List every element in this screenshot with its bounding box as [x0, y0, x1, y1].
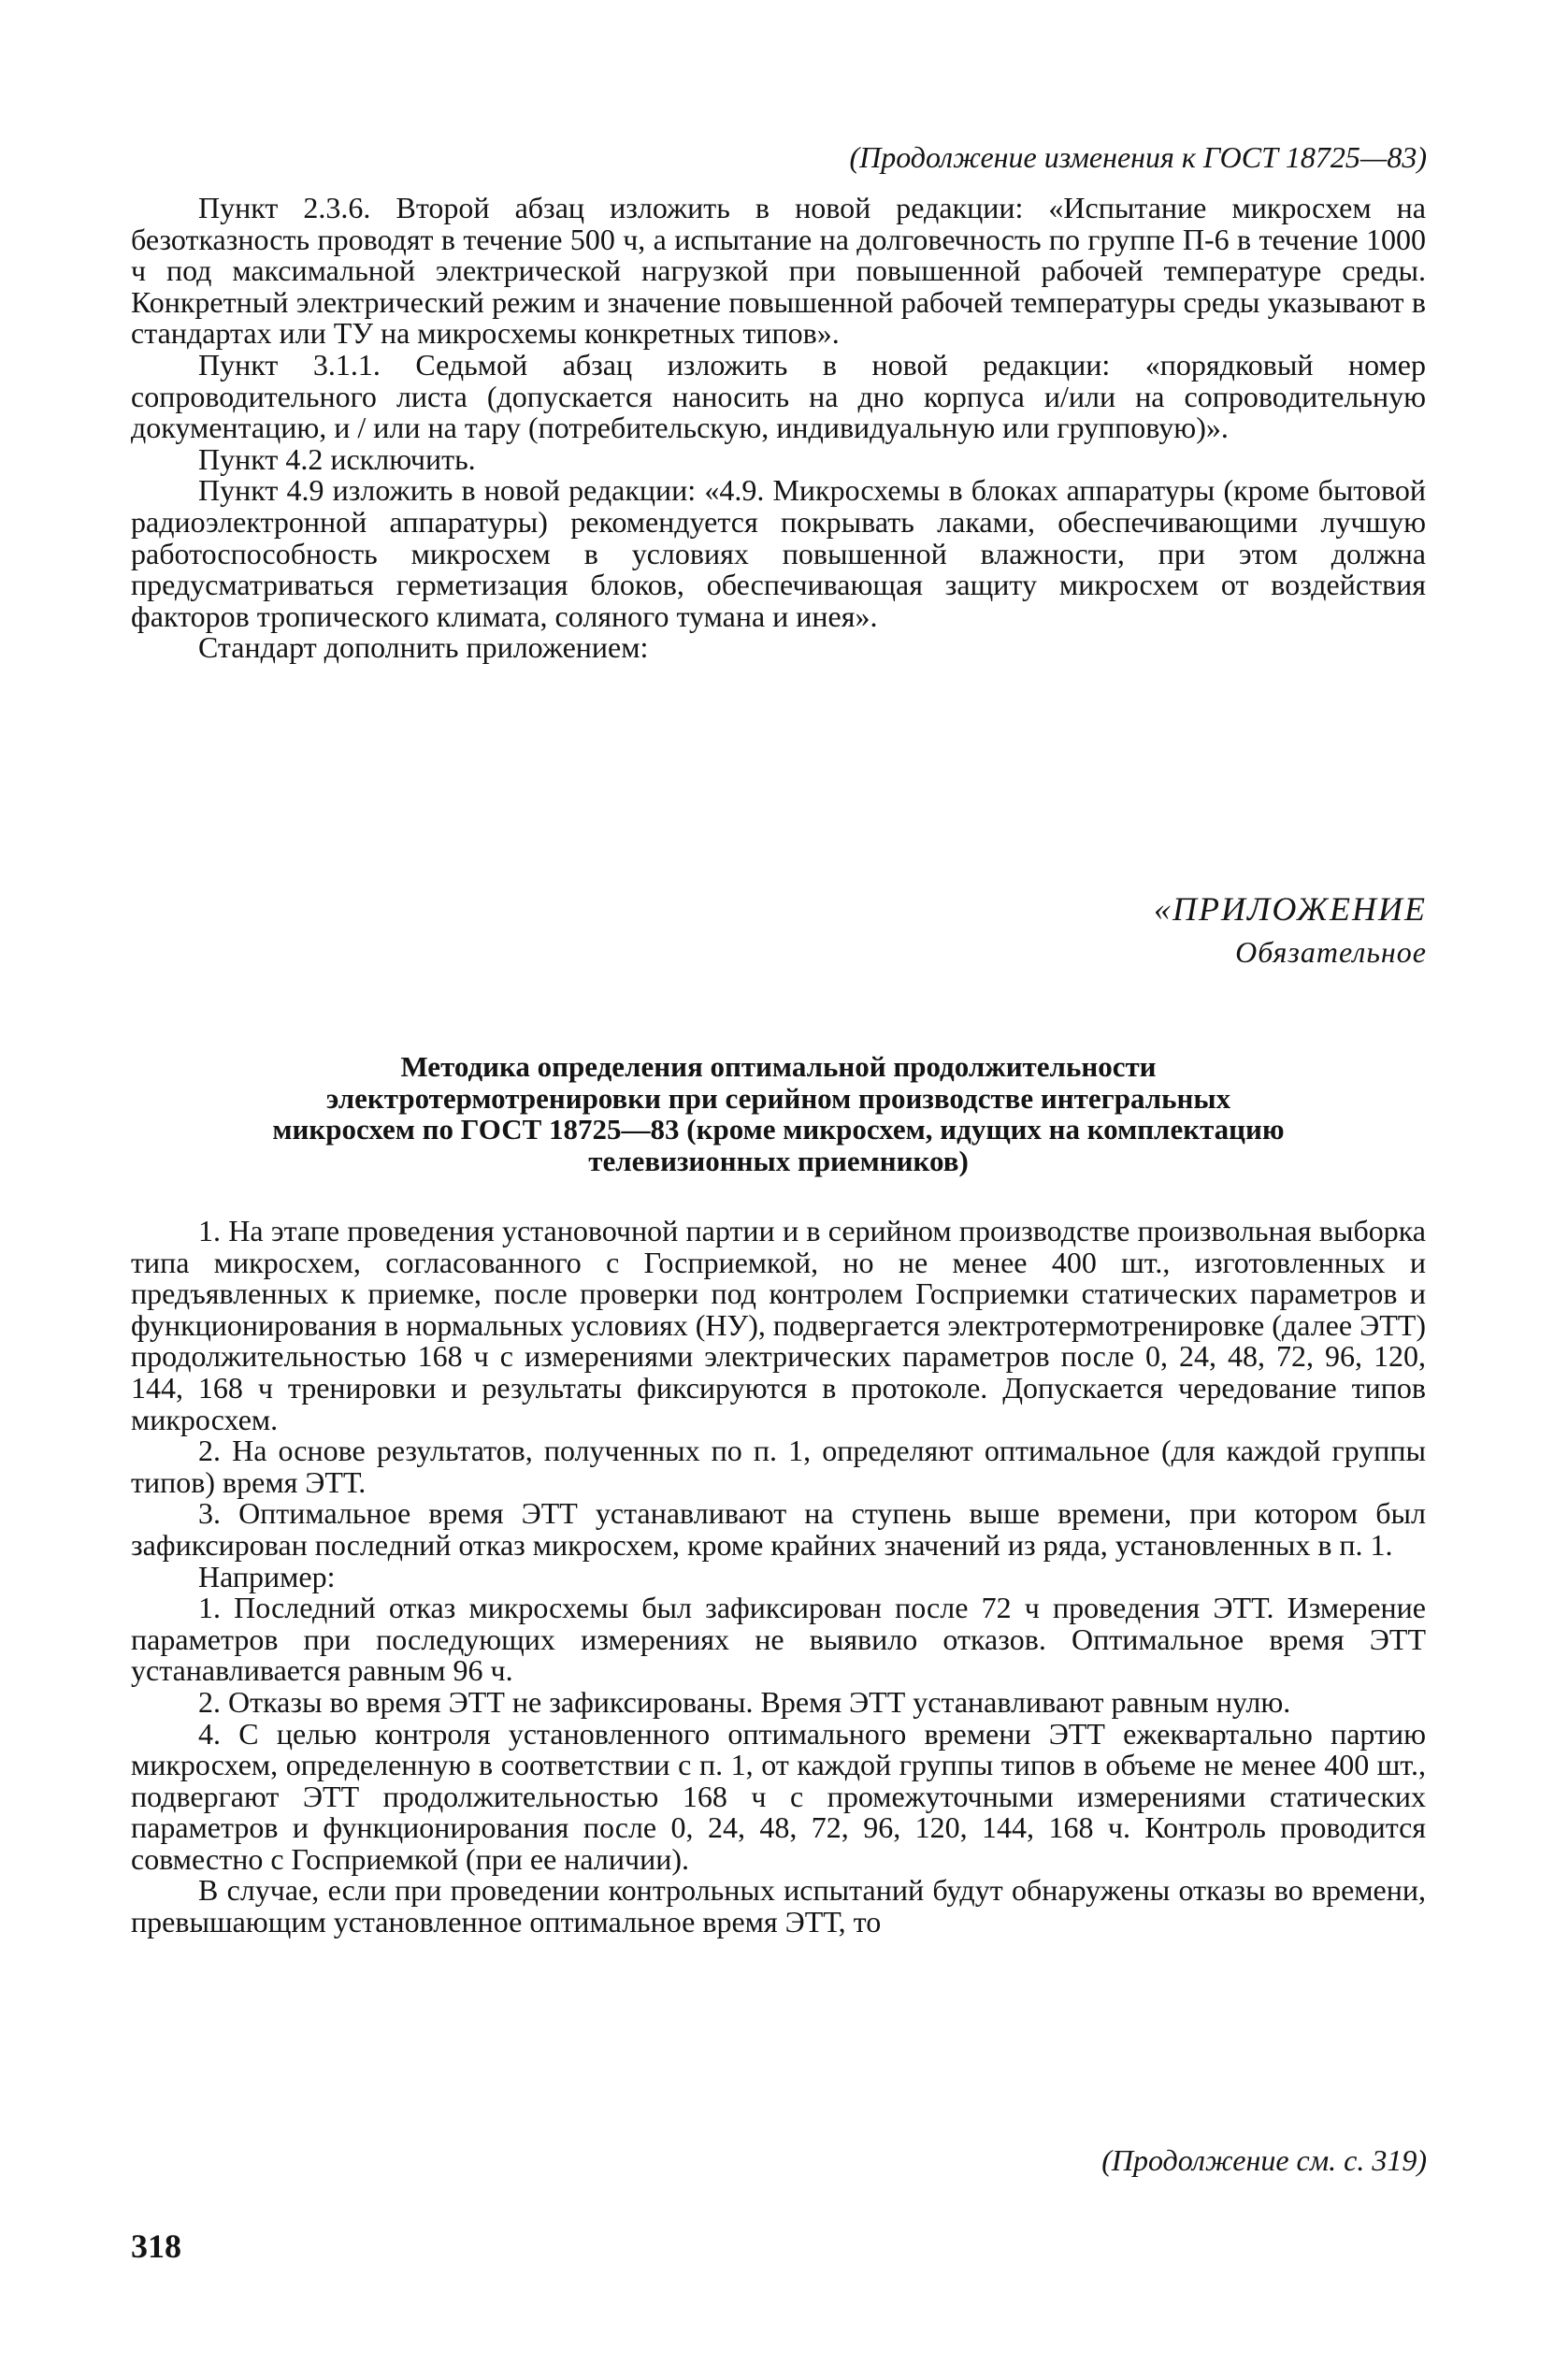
method-title-line: Методика определения оптимальной продолжительности — [400, 1050, 1157, 1083]
method-paragraph: 3. Оптимальное время ЭТТ устанавливают на ступень выше времени, при котором был зафиксирован последний отказ микросхем, кроме крайних значений из ряда, установленных в п. 1. — [131, 1496, 1426, 1562]
amendment-paragraph: Пункт 4.9 изложить в новой редакции: «4.9. Микросхемы в блоках аппаратуры (кроме бытовой радиоэлектронной аппаратуры) рекомендуется покрывать лаками, обеспечивающими лучшую работоспособность микросхем в условиях повышенной влажности, при этом должна предусматриваться герметизация блоков, обеспечивающая защиту микросхем от воздействия факторов тропического климата, соляного тумана и инея». — [131, 473, 1426, 633]
amendment-paragraph: Пункт 4.2 исключить. — [198, 441, 476, 476]
page-number: 318 — [131, 2227, 181, 2265]
method-paragraph: 2. На основе результатов, полученных по п. 1, определяют оптимальное (для каждой группы типов) время ЭТТ. — [131, 1434, 1426, 1499]
amendments-section — [131, 193, 1426, 664]
method-paragraph: Например: — [198, 1559, 336, 1593]
appendix-title: «ПРИЛОЖЕНИЕ — [1154, 890, 1427, 928]
method-body — [131, 1216, 1426, 1939]
continuation-footer: (Продолжение см. с. 319) — [1101, 2143, 1427, 2177]
method-title-line: электротермотренировки при серийном производстве интегральных — [325, 1081, 1231, 1115]
method-paragraph: 2. Отказы во время ЭТТ не зафиксированы. Время ЭТТ устанавливают равным нулю. — [198, 1684, 1291, 1719]
appendix-status: Обязательное — [1235, 935, 1427, 969]
method-paragraph: 1. На этапе проведения установочной партии и в серийном производстве произвольная выборка типа микросхем, согласованного с Госприемкой, но не менее 400 шт., изготовленных и предъявленных к приемке, после проверки под контролем Госприемки статических параметров и функционирования в нормальных условиях (НУ), подвергается электротермотренировке (далее ЭТТ) продолжительностью 168 ч с измерениями электрических параметров после 0, 24, 48, 72, 96, 120, 144, 168 ч тренировки и результаты фиксируются в протоколе. Допускается чередование типов микросхем. — [131, 1214, 1426, 1436]
method-paragraph: 1. Последний отказ микросхемы был зафиксирован после 72 ч проведения ЭТТ. Измерение параметров при последующих измерениях не выявило отказов. Оптимальное время ЭТТ устанавливается равным 96 ч. — [131, 1591, 1426, 1688]
method-paragraph: 4. С целью контроля установленного оптимального времени ЭТТ ежеквартально партию микросхем, определенную в соответствии с п. 1, от каждой группы типов в объеме не менее 400 шт., подвергают ЭТТ продолжительностью 168 ч с промежуточными измерениями статических параметров и функционирования после 0, 24, 48, 72, 96, 120, 144, 168 ч. Контроль проводится совместно с Госприемкой (при ее наличии). — [131, 1716, 1426, 1876]
method-title-line: телевизионных приемников) — [588, 1144, 969, 1177]
continuation-header: (Продолжение изменения к ГОСТ 18725—83) — [849, 140, 1427, 174]
amendment-paragraph: Пункт 3.1.1. Седьмой абзац изложить в новой редакции: «порядковый номер сопроводительного листа (допускается наносить на дно корпуса и/или на сопроводительную документацию, и / или на тару (потребительскую, индивидуальную или групповую)». — [131, 347, 1426, 445]
method-title-line: микросхем по ГОСТ 18725—83 (кроме микросхем, идущих на комплектацию — [272, 1113, 1285, 1146]
method-paragraph: В случае, если при проведении контрольных испытаний будут обнаружены отказы во времени, превышающим установленное оптимальное время ЭТТ, то — [131, 1873, 1426, 1939]
amendment-paragraph: Стандарт дополнить приложением: — [198, 630, 649, 665]
method-title — [131, 1051, 1426, 1176]
amendment-paragraph: Пункт 2.3.6. Второй абзац изложить в новой редакции: «Испытание микросхем на безотказность проводят в течение 500 ч, а испытание на долговечность по группе П-6 в течение 1000 ч под максимальной электрической нагрузкой при повышенной рабочей температуре среды. Конкретный электрический режим и значение повышенной рабочей температуры среды указывают в стандартах или ТУ на микросхемы конкретных типов». — [131, 191, 1426, 351]
